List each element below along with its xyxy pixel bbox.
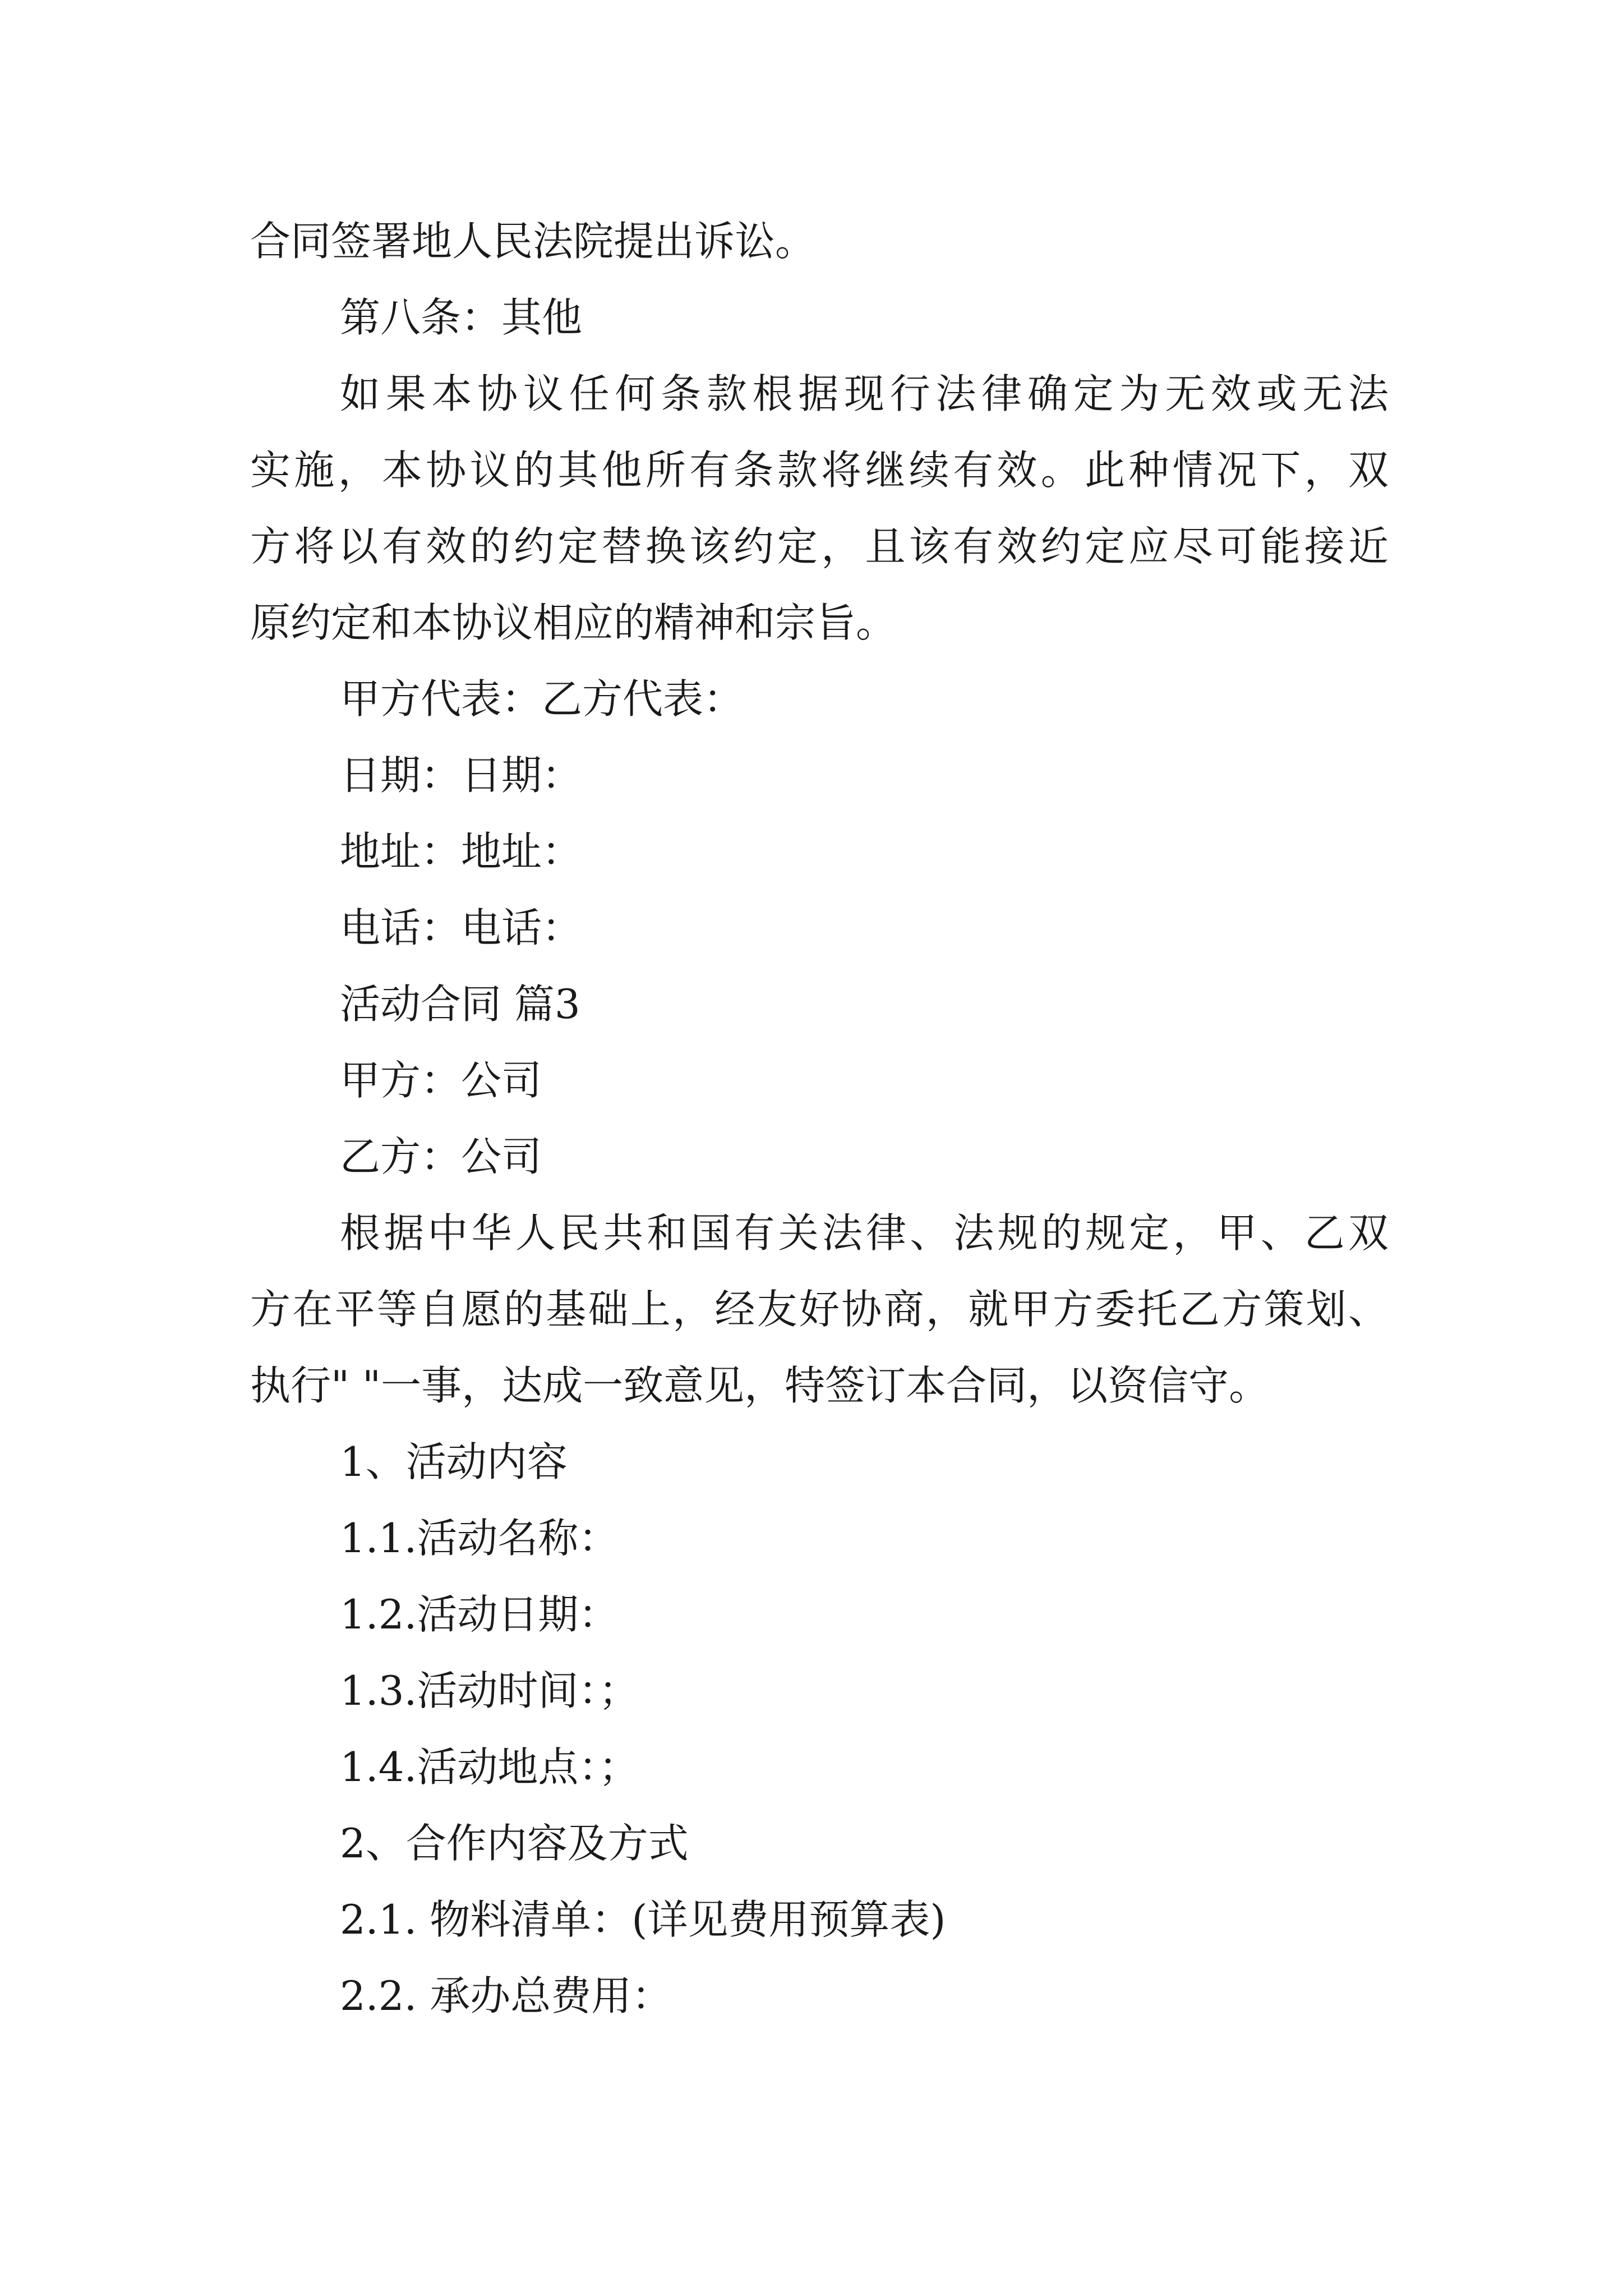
party-b: 乙方：公司 [340,1133,542,1180]
signature-field-phone: 电话：电话： [340,904,583,951]
clause-item: 1.2.活动日期： [340,1591,619,1638]
clause-heading: 2、合作内容及方式 [340,1820,689,1867]
paragraph-line: 方将以有效的约定替换该约定，且该有效约定应尽可能接近 [250,523,1389,570]
paragraph-line: 合同签署地人民法院提出诉讼。 [250,218,816,265]
paragraph-line: 实施，本协议的其他所有条款将继续有效。此种情况下，双 [250,447,1389,494]
signature-field-date: 日期：日期： [340,752,583,799]
paragraph-line: 如果本协议任何条款根据现行法律确定为无效或无法 [340,370,1389,417]
party-a: 甲方：公司 [340,1057,542,1104]
paragraph-line: 方在平等自愿的基础上，经友好协商，就甲方委托乙方策划、 [250,1286,1389,1333]
paragraph-line: 根据中华人民共和国有关法律、法规的规定，甲、乙双 [340,1209,1389,1257]
paragraph-line: 执行" "一事，达成一致意见，特签订本合同，以资信守。 [250,1362,1270,1409]
signature-field-representative: 甲方代表：乙方代表： [340,675,744,723]
clause-item: 1.1.活动名称： [340,1515,619,1562]
clause-item: 2.1. 物料清单：(详见费用预算表) [340,1896,946,1943]
clause-item: 1.3.活动时间：； [340,1667,639,1714]
article-heading: 第八条：其他 [340,294,583,341]
clause-item: 1.4.活动地点：； [340,1743,639,1791]
clause-heading: 1、活动内容 [340,1438,568,1485]
signature-field-address: 地址：地址： [340,828,583,875]
clause-item: 2.2. 承办总费用： [340,1972,672,2019]
section-title: 活动合同 篇3 [340,981,580,1028]
paragraph-line: 原约定和本协议相应的精神和宗旨。 [250,599,897,646]
